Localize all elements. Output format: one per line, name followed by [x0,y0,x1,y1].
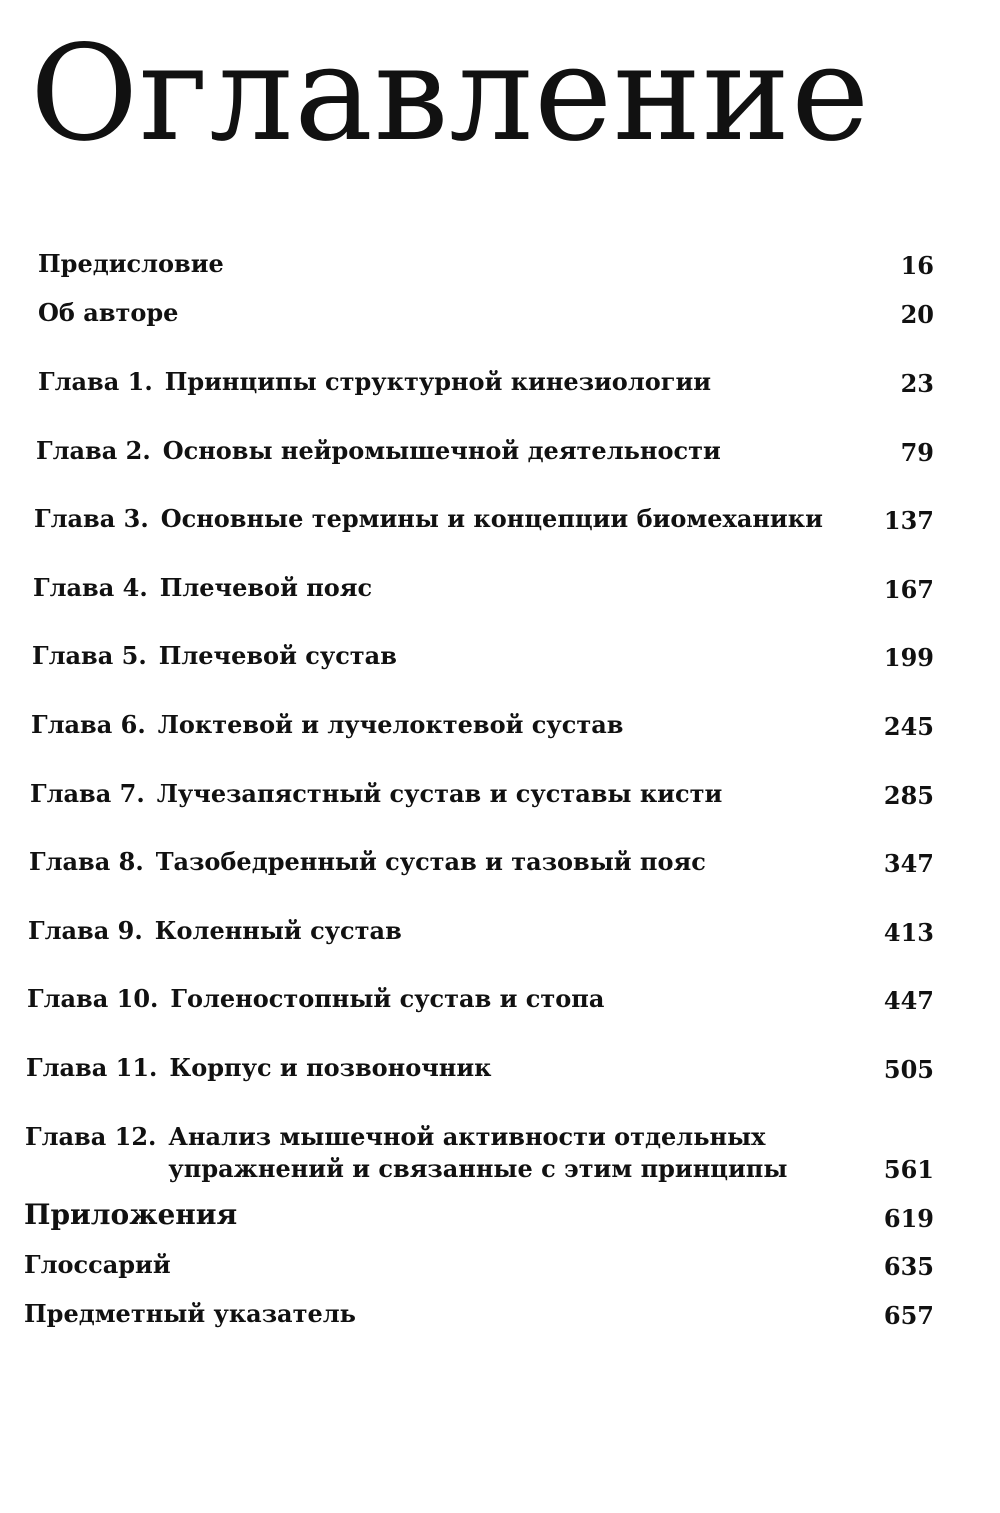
toc-page-number: 413 [883,918,934,947]
toc-page-number: 16 [900,251,934,280]
toc-entry-label: Приложения [24,1198,238,1231]
chapter-number: Глава 3. [34,504,149,533]
chapter-number: Глава 5. [32,641,147,670]
toc-entry-chapter-5[interactable] [32,640,397,672]
toc-page-number: 79 [900,438,934,467]
toc-entry-label: Об авторе [38,298,179,327]
toc-entry-about-author[interactable] [38,297,178,329]
toc-entry-chapter-7[interactable] [30,778,722,810]
toc-entry-appendices[interactable] [24,1199,237,1231]
toc-page-number: 199 [883,643,934,672]
toc-entry-chapter-12[interactable] [25,1121,787,1185]
toc-page-number: 245 [883,712,934,741]
toc-entry-chapter-11[interactable] [26,1052,491,1084]
toc-page-number: 657 [883,1301,934,1330]
chapter-title: Плечевой пояс [159,573,373,602]
toc-page-number: 447 [883,986,934,1015]
chapter-number: Глава 8. [29,847,144,876]
chapter-title-line-1: Анализ мышечной активности отдельных [168,1122,766,1151]
chapter-number: Глава 1. [38,367,153,396]
toc-entry-chapter-3[interactable] [34,503,823,535]
toc-page-number: 23 [900,369,934,398]
page-title: Оглавление [30,17,871,171]
toc-page-number: 561 [883,1155,934,1184]
chapter-number: Глава 9. [28,916,143,945]
chapter-title: Голеностопный сустав и стопа [170,984,605,1013]
chapter-number: Глава 11. [26,1053,158,1082]
toc-page-number: 635 [883,1252,934,1281]
chapter-title: Основы нейромышечной деятельности [162,436,721,465]
chapter-title: Основные термины и концепции биомеханики [160,504,823,533]
chapter-title: Принципы структурной кинезиологии [164,367,712,396]
chapter-number: Глава 12. [25,1122,157,1151]
toc-entry-chapter-10[interactable] [27,983,604,1015]
chapter-title-line-2: упражнений и связанные с этим принципы [168,1154,788,1183]
chapter-number: Глава 2. [36,436,151,465]
toc-page-number: 167 [883,575,934,604]
chapter-number: Глава 6. [31,710,146,739]
toc-page-number: 347 [883,849,934,878]
toc-entry-chapter-1[interactable] [38,366,711,398]
chapter-title: Корпус и позвоночник [169,1053,492,1082]
toc-entry-chapter-9[interactable] [28,915,402,947]
toc-page-number: 505 [883,1055,934,1084]
chapter-number: Глава 7. [30,779,145,808]
toc-entry-subject-index[interactable] [24,1298,356,1330]
chapter-title: Локтевой и лучелоктевой сустав [157,710,624,739]
chapter-title: Лучезапястный сустав и суставы кисти [156,779,723,808]
toc-entry-label: Предисловие [38,249,224,278]
toc-entry-chapter-4[interactable] [33,572,372,604]
toc-page-number: 137 [883,506,934,535]
toc-entry-chapter-6[interactable] [31,709,623,741]
chapter-title: Тазобедренный сустав и тазовый пояс [155,847,706,876]
toc-page-number: 619 [883,1204,934,1233]
toc-page-number: 285 [883,781,934,810]
toc-entry-preface[interactable] [38,248,224,280]
toc-entry-chapter-2[interactable] [36,435,721,467]
chapter-title: Коленный сустав [154,916,402,945]
toc-entry-chapter-8[interactable] [29,846,706,878]
chapter-number: Глава 10. [27,984,159,1013]
toc-entry-label: Предметный указатель [24,1299,356,1328]
chapter-title: Плечевой сустав [158,641,397,670]
toc-page-number: 20 [900,300,934,329]
chapter-number: Глава 4. [33,573,148,602]
toc-entry-glossary[interactable] [24,1249,171,1281]
toc-entry-label: Глоссарий [24,1250,171,1279]
